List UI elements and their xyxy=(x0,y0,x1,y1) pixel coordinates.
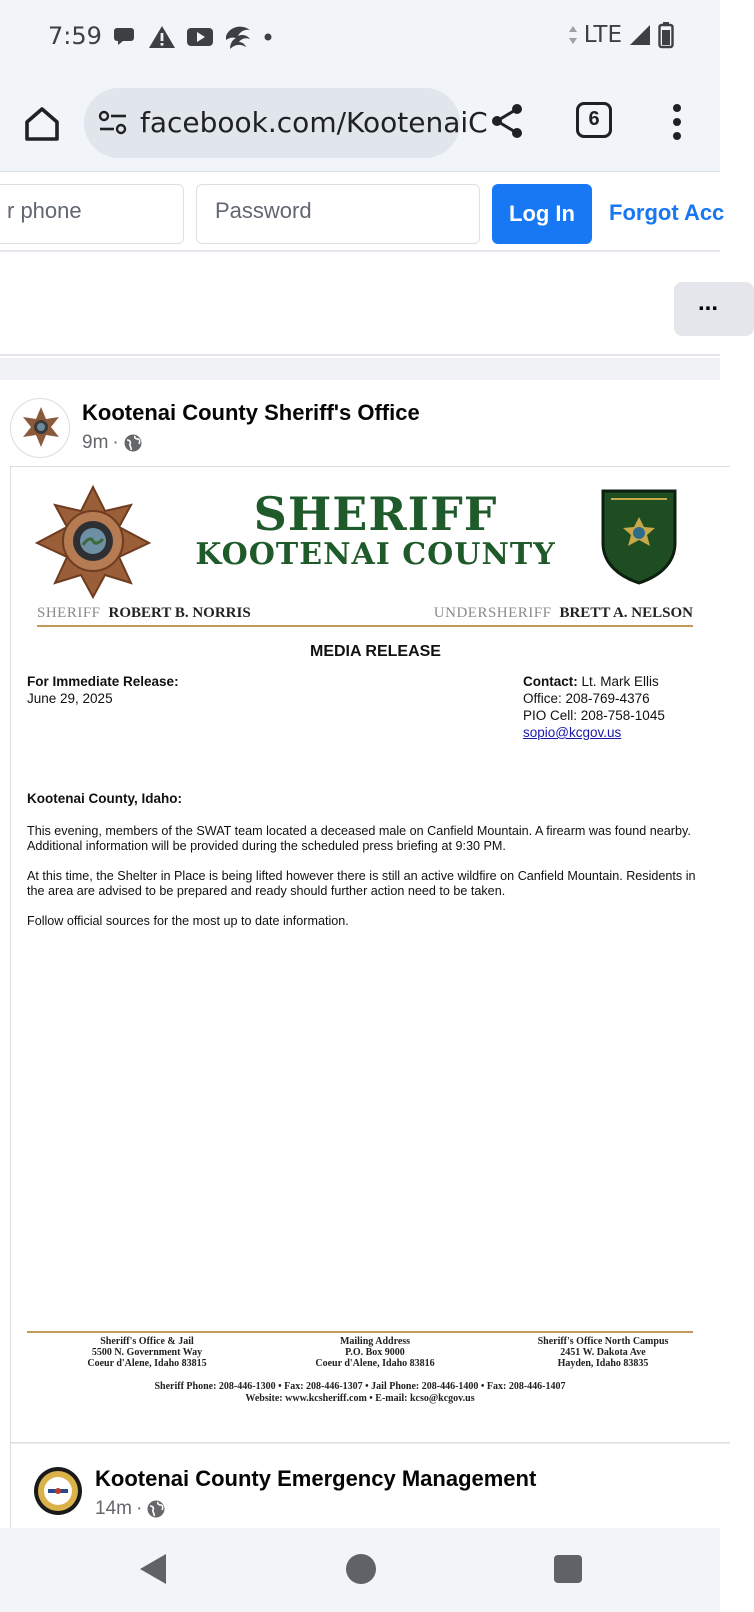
post-meta xyxy=(95,1498,166,1520)
footer-line: Hayden, Idaho 83835 xyxy=(557,1358,649,1369)
data-arrows-icon xyxy=(568,24,578,46)
office-phone: Office: 208-769-4376 xyxy=(523,691,650,706)
letterhead-rule xyxy=(37,625,693,627)
post-header xyxy=(0,380,720,466)
meta-separator: · xyxy=(112,432,119,453)
contact-email: sopio@kcgov.us xyxy=(523,725,622,740)
letterhead-title: SHERIFF xyxy=(253,487,498,541)
sheriff-star-icon xyxy=(11,399,71,459)
tabs-icon[interactable]: 6 xyxy=(576,102,612,138)
footer-line: Sheriff's Office North Campus xyxy=(537,1336,669,1347)
avatar[interactable] xyxy=(33,1466,83,1516)
notification-icons xyxy=(114,24,274,50)
recents-icon[interactable] xyxy=(554,1555,582,1583)
letterhead-subtitle: KOOTENAI COUNTY xyxy=(195,537,556,572)
sheriff-name: ROBERT B. NORRIS xyxy=(108,605,251,621)
login-button[interactable]: Log In xyxy=(492,184,592,244)
youtube-icon xyxy=(186,26,214,48)
release-paragraph: At this time, the Shelter in Place is being lifted however there is still an active wildfire on Canfield Mountain. Residents in the area are advised to be prepared and ready should further action need to be taken. xyxy=(27,869,696,898)
sheriff-role: SHERIFF xyxy=(37,605,101,621)
battery-icon xyxy=(658,22,674,48)
shoulder-patch-icon xyxy=(597,483,681,585)
back-icon[interactable] xyxy=(138,1552,168,1586)
warning-icon xyxy=(148,25,176,49)
post-image[interactable] xyxy=(10,466,730,1443)
footer-line: 2451 W. Dakota Ave xyxy=(560,1347,646,1358)
system-nav-bar xyxy=(0,1528,720,1612)
page-more-button[interactable]: ... xyxy=(674,282,754,336)
release-date: June 29, 2025 xyxy=(27,691,113,706)
contact-line xyxy=(523,673,665,690)
contact-name: Lt. Mark Ellis xyxy=(581,674,659,689)
post-meta xyxy=(82,432,143,454)
release-title: MEDIA RELEASE xyxy=(310,643,441,660)
login-bar xyxy=(0,172,725,252)
more-vert-icon[interactable] xyxy=(664,102,690,142)
release-date-block xyxy=(27,673,179,707)
status-time: 7:59 xyxy=(48,22,102,50)
network-type: LTE xyxy=(583,22,622,48)
post-time[interactable]: 9m xyxy=(82,432,109,453)
home-circle-icon[interactable] xyxy=(346,1554,376,1584)
footer-website: Website: www.kcsheriff.com • E-mail: kcso@kcgov.us xyxy=(245,1393,475,1404)
page-header xyxy=(0,264,720,356)
release-paragraph: This evening, members of the SWAT team located a deceased male on Canfield Mountain. A firearm was found nearby. Additional information will be provided during the scheduled press briefing at 9:30 PM. xyxy=(27,824,691,853)
signal-icon xyxy=(628,23,652,47)
next-post-header xyxy=(10,1443,730,1529)
footer-addresses xyxy=(27,1336,693,1376)
pio-phone: PIO Cell: 208-758-1045 xyxy=(523,708,665,723)
footer-jail-address xyxy=(57,1336,237,1369)
letterhead-names xyxy=(37,604,693,624)
footer-north-campus xyxy=(513,1336,693,1369)
post-author[interactable]: Kootenai County Emergency Management xyxy=(95,1466,537,1491)
site-settings-icon[interactable] xyxy=(98,110,128,136)
avatar[interactable] xyxy=(10,398,70,458)
undersheriff-line xyxy=(434,604,693,622)
dot-icon xyxy=(262,31,274,43)
sheriff-line xyxy=(37,604,251,622)
undersheriff-role: UNDERSHERIFF xyxy=(433,605,552,621)
divider xyxy=(0,358,720,380)
system-icons xyxy=(568,22,674,48)
email-field[interactable]: r phone xyxy=(0,184,184,244)
contact-label: Contact: xyxy=(523,674,578,689)
footer-line: 5500 N. Government Way xyxy=(91,1347,203,1358)
footer-line: Sheriff's Office & Jail xyxy=(100,1336,194,1347)
password-field[interactable]: Password xyxy=(196,184,480,244)
forgot-account-link[interactable]: Forgot Acc xyxy=(609,200,725,225)
footer-line: Coeur d'Alene, Idaho 83816 xyxy=(315,1358,435,1369)
status-bar xyxy=(0,0,720,72)
chat-bubble-icon xyxy=(114,26,138,48)
post-author[interactable]: Kootenai County Sheriff's Office xyxy=(82,400,420,425)
release-paragraph: Follow official sources for the most up to date information. xyxy=(27,914,349,928)
home-icon[interactable] xyxy=(22,104,62,144)
meta-separator: · xyxy=(135,1498,143,1519)
undersheriff-name: BRETT A. NELSON xyxy=(559,605,693,621)
footer-line: P.O. Box 9000 xyxy=(345,1347,405,1358)
globe-icon xyxy=(146,1499,166,1519)
contact-block xyxy=(523,673,665,741)
release-location: Kootenai County, Idaho: xyxy=(27,791,182,806)
footer-rule xyxy=(27,1331,693,1333)
browser-toolbar xyxy=(0,72,720,172)
url-text[interactable]: facebook.com/KootenaiC xyxy=(140,106,488,139)
release-body xyxy=(27,791,697,944)
footer-line: Mailing Address xyxy=(339,1336,411,1347)
globe-icon xyxy=(123,433,143,453)
share-icon[interactable] xyxy=(488,102,526,140)
footer-phones: Sheriff Phone: 208-446-1300 • Fax: 208-446-1307 • Jail Phone: 208-446-1400 • Fax: 208-446-1407 xyxy=(154,1381,566,1392)
address-bar[interactable] xyxy=(84,88,488,158)
release-label: For Immediate Release: xyxy=(27,674,179,689)
emergency-management-seal-icon xyxy=(33,1466,83,1516)
footer-line: Coeur d'Alene, Idaho 83815 xyxy=(87,1358,207,1369)
footer-mailing-address xyxy=(285,1336,465,1369)
post-time[interactable]: 14m xyxy=(95,1498,132,1519)
app-icon xyxy=(224,24,252,50)
